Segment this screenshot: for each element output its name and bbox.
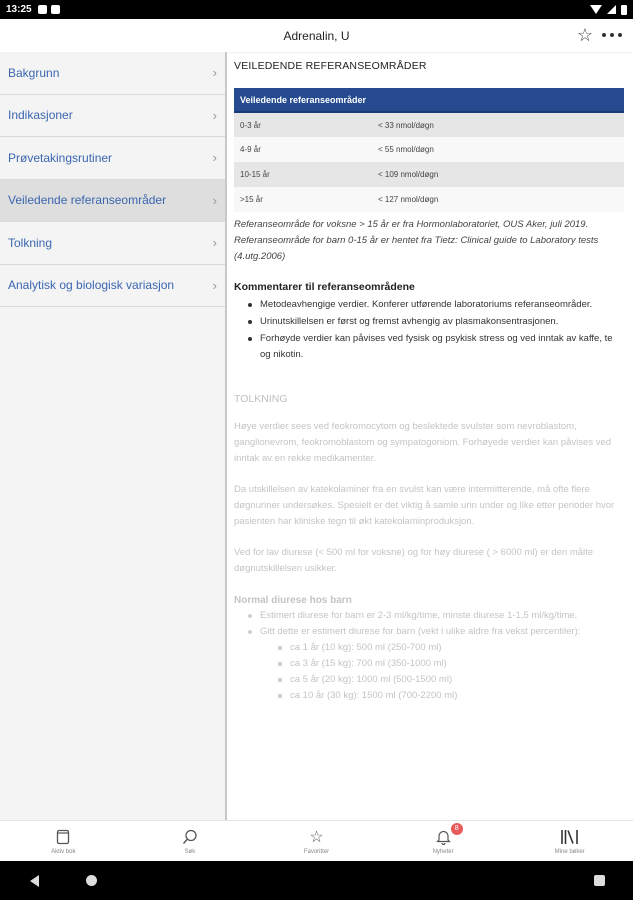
reference-table <box>234 88 624 212</box>
nav-my-books[interactable] <box>506 821 633 861</box>
nav-news[interactable] <box>380 821 507 861</box>
list-item: Estimert diurese for barn er 2-3 ml/kg/time, minste diurese 1-1,5 ml/kg/time. <box>234 608 623 624</box>
battery-icon <box>621 5 627 15</box>
notification-icon <box>38 5 47 14</box>
main-content[interactable] <box>229 52 633 820</box>
list-item: Gitt dette er estimert diurese for barn (vekt i ulike aldre fra vekst percentiler): <box>234 624 623 640</box>
list-item: Urinutskillelsen er først og fremst avhengig av plasmakonsentrasjonen. <box>234 314 623 330</box>
status-bar <box>0 0 633 19</box>
bell-icon <box>433 827 453 847</box>
paragraph: Høye verdier sees ved feokromocytom og beslektede svulster som nevroblastom, ganglionevrom, feokromoblastom og sympatogoniom. Forhøyede verdier kan påvises ved inntak av en rekke medikamenter. <box>234 421 612 464</box>
system-navigation-bar <box>0 861 633 900</box>
list-item: Forhøyde verdier kan påvises ved fysisk og psykisk stress og ved inntak av kaffe, te og nikotin. <box>234 331 623 363</box>
nav-label: Nyheter <box>432 849 454 855</box>
table-cell-age: 4-9 år <box>234 137 372 162</box>
sidebar-item-tolkning[interactable] <box>0 222 225 265</box>
page-title: Adrenalin, U <box>283 28 350 43</box>
subheading: Normal diurese hos barn <box>234 595 352 606</box>
diurese-list <box>234 608 623 640</box>
tolkning-section <box>234 393 623 704</box>
list-item: ca 1 år (10 kg): 500 ml (250-700 ml) <box>234 640 623 656</box>
nav-label: Aktiv bok <box>51 849 76 855</box>
tolkning-heading: TOLKNING <box>234 393 288 405</box>
table-row <box>234 137 624 162</box>
more-options-icon[interactable] <box>599 25 625 45</box>
comments-heading: Kommentarer til referanseområdene <box>234 281 415 293</box>
sidebar-item-provetakingsrutiner[interactable] <box>0 137 225 180</box>
table-cell-age: 0-3 år <box>234 112 372 137</box>
signal-icon <box>607 5 616 14</box>
table-row <box>234 187 624 212</box>
list-item: Metodeavhengige verdier. Konferer utførende laboratoriums referanseområder. <box>234 297 623 313</box>
recent-apps-icon[interactable] <box>594 875 605 886</box>
back-icon[interactable] <box>30 875 39 887</box>
table-cell-age: 10-15 år <box>234 162 372 187</box>
table-header: Veiledende referanseområder <box>234 88 624 112</box>
chevron-right-icon: › <box>212 192 217 208</box>
comments-list <box>234 297 623 363</box>
wifi-icon <box>590 5 602 14</box>
bottom-navigation <box>0 820 633 861</box>
table-cell-value: < 109 nmol/døgn <box>372 162 624 187</box>
list-item: ca 10 år (30 kg): 1500 ml (700-2200 ml) <box>234 688 623 704</box>
sidebar-item-label: Prøvetakingsrutiner <box>8 150 113 165</box>
list-item: ca 3 år (15 kg): 700 ml (350-1000 ml) <box>234 656 623 672</box>
nav-search[interactable] <box>127 821 254 861</box>
reference-note-children: Referanseområde for barn 0-15 år er hentet fra Tietz: Clinical guide to Laboratory tests (4.utg.2006) <box>234 235 599 262</box>
table-cell-value: < 55 nmol/døgn <box>372 137 624 162</box>
sidebar-item-label: Tolkning <box>8 235 53 250</box>
sidebar-item-bakgrunn[interactable] <box>0 52 225 95</box>
table-row <box>234 112 624 137</box>
sidebar-item-label: Analytisk og biologisk variasjon <box>8 278 175 293</box>
table-cell-value: < 127 nmol/døgn <box>372 187 624 212</box>
nav-active-book[interactable] <box>0 821 127 861</box>
sidebar-item-label: Indikasjoner <box>8 108 73 123</box>
paragraph: Ved for lav diurese (< 500 ml for voksne) og for høy diurese ( > 6000 ml) er den målte døgnutskillelsen usikker. <box>234 547 594 574</box>
favorite-star-icon[interactable]: ☆ <box>576 25 594 45</box>
nav-favorites[interactable] <box>253 821 380 861</box>
sidebar-item-label: Veiledende referanseområder <box>8 193 167 208</box>
nav-label: Favoritter <box>303 849 330 855</box>
chevron-right-icon: › <box>212 150 217 166</box>
reference-note-adults: Referanseområde for voksne > 15 år er fra Hormonlaboratoriet, OUS Aker, juli 2019. <box>234 219 589 230</box>
sidebar <box>0 52 227 820</box>
sidebar-item-indikasjoner[interactable] <box>0 95 225 138</box>
chevron-right-icon: › <box>212 277 217 293</box>
table-cell-value: < 33 nmol/døgn <box>372 112 624 137</box>
sidebar-item-referanseomrader[interactable] <box>0 180 225 223</box>
section-title: VEILEDENDE REFERANSEOMRÅDER <box>234 60 427 72</box>
notification-icon <box>51 5 60 14</box>
nav-label: Mine bøker <box>554 849 585 855</box>
news-count-badge: 8 <box>451 823 463 835</box>
chevron-right-icon: › <box>212 107 217 123</box>
chevron-right-icon: › <box>212 235 217 251</box>
list-item: ca 5 år (20 kg): 1000 ml (500-1500 ml) <box>234 672 623 688</box>
library-icon <box>560 827 580 847</box>
table-row <box>234 162 624 187</box>
sidebar-item-label: Bakgrunn <box>8 65 60 80</box>
sidebar-item-variasjon[interactable] <box>0 265 225 308</box>
book-icon <box>53 827 73 847</box>
nav-label: Søk <box>184 849 196 855</box>
paragraph: Da utskillelsen av katekolaminer fra en svulst kan være intermitterende, må ofte flere døgnuriner undersøkes. Spesielt er det viktig å samle urin under og like etter perioder hvor pasienten har kliniske tegn til økt katekolaminproduksjon. <box>234 484 615 527</box>
table-cell-age: >15 år <box>234 187 372 212</box>
search-icon <box>180 827 200 847</box>
diurese-sublist <box>234 640 623 704</box>
status-time: 13:25 <box>6 4 32 15</box>
chevron-right-icon: › <box>212 65 217 81</box>
home-icon[interactable] <box>86 875 97 886</box>
app-bar <box>0 19 633 52</box>
star-icon: ☆ <box>309 829 324 846</box>
